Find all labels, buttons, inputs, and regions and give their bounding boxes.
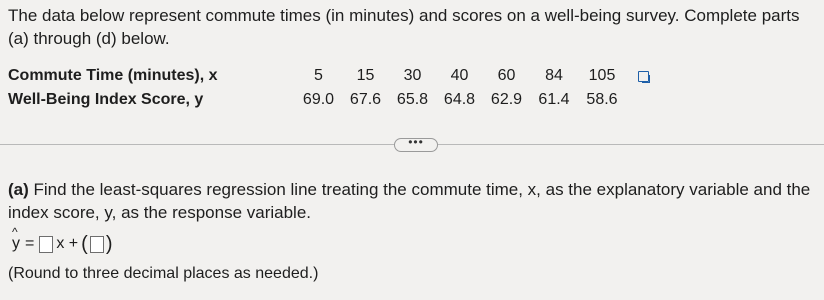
table-cell: 65.8 bbox=[396, 91, 429, 108]
table-cell: 69.0 bbox=[302, 91, 335, 108]
close-paren: ) bbox=[105, 233, 113, 255]
table-cell: 5 bbox=[314, 67, 323, 84]
data-table bbox=[8, 64, 626, 112]
y-symbol: y bbox=[12, 235, 20, 252]
table-cell: 105 bbox=[588, 67, 616, 84]
hat-symbol: ^ bbox=[12, 225, 18, 239]
regression-equation bbox=[12, 225, 113, 256]
row-label: Well-Being Index Score, y bbox=[8, 91, 204, 108]
part-a-label: (a) bbox=[8, 180, 29, 199]
x-term: x + bbox=[56, 235, 79, 252]
rounding-note: (Round to three decimal places as needed.) bbox=[8, 265, 319, 282]
table-cell: 84 bbox=[545, 67, 563, 84]
part-a-text: Find the least-squares regression line treating the commute time, x, as the explanatory variable and the index score, y, as the response variable. bbox=[8, 180, 811, 222]
table-cell: 60 bbox=[497, 67, 516, 84]
table-cell: 67.6 bbox=[349, 91, 382, 108]
expand-more-button[interactable]: ••• bbox=[394, 138, 438, 152]
table-cell: 40 bbox=[450, 67, 469, 84]
slope-input[interactable] bbox=[39, 236, 53, 253]
copy-data-icon[interactable] bbox=[638, 71, 649, 82]
part-a-question bbox=[8, 178, 816, 224]
table-row-commute-time bbox=[8, 64, 626, 88]
table-cell: 61.4 bbox=[538, 91, 570, 108]
row-label: Commute Time (minutes), x bbox=[8, 67, 218, 84]
y-hat-symbol bbox=[12, 225, 21, 253]
question-intro: The data below represent commute times (in minutes) and scores on a well-being survey. Complete parts (a) through (d) below. bbox=[8, 6, 800, 48]
table-cell: 64.8 bbox=[443, 91, 476, 108]
open-paren: ( bbox=[81, 233, 88, 255]
table-cell: 62.9 bbox=[490, 91, 523, 108]
table-cell: 58.6 bbox=[586, 91, 618, 108]
table-row-well-being-score bbox=[8, 88, 626, 112]
table-cell: 15 bbox=[356, 67, 375, 84]
equals-sign: = bbox=[25, 235, 35, 252]
table-cell: 30 bbox=[403, 67, 422, 84]
intercept-input[interactable] bbox=[90, 236, 104, 253]
